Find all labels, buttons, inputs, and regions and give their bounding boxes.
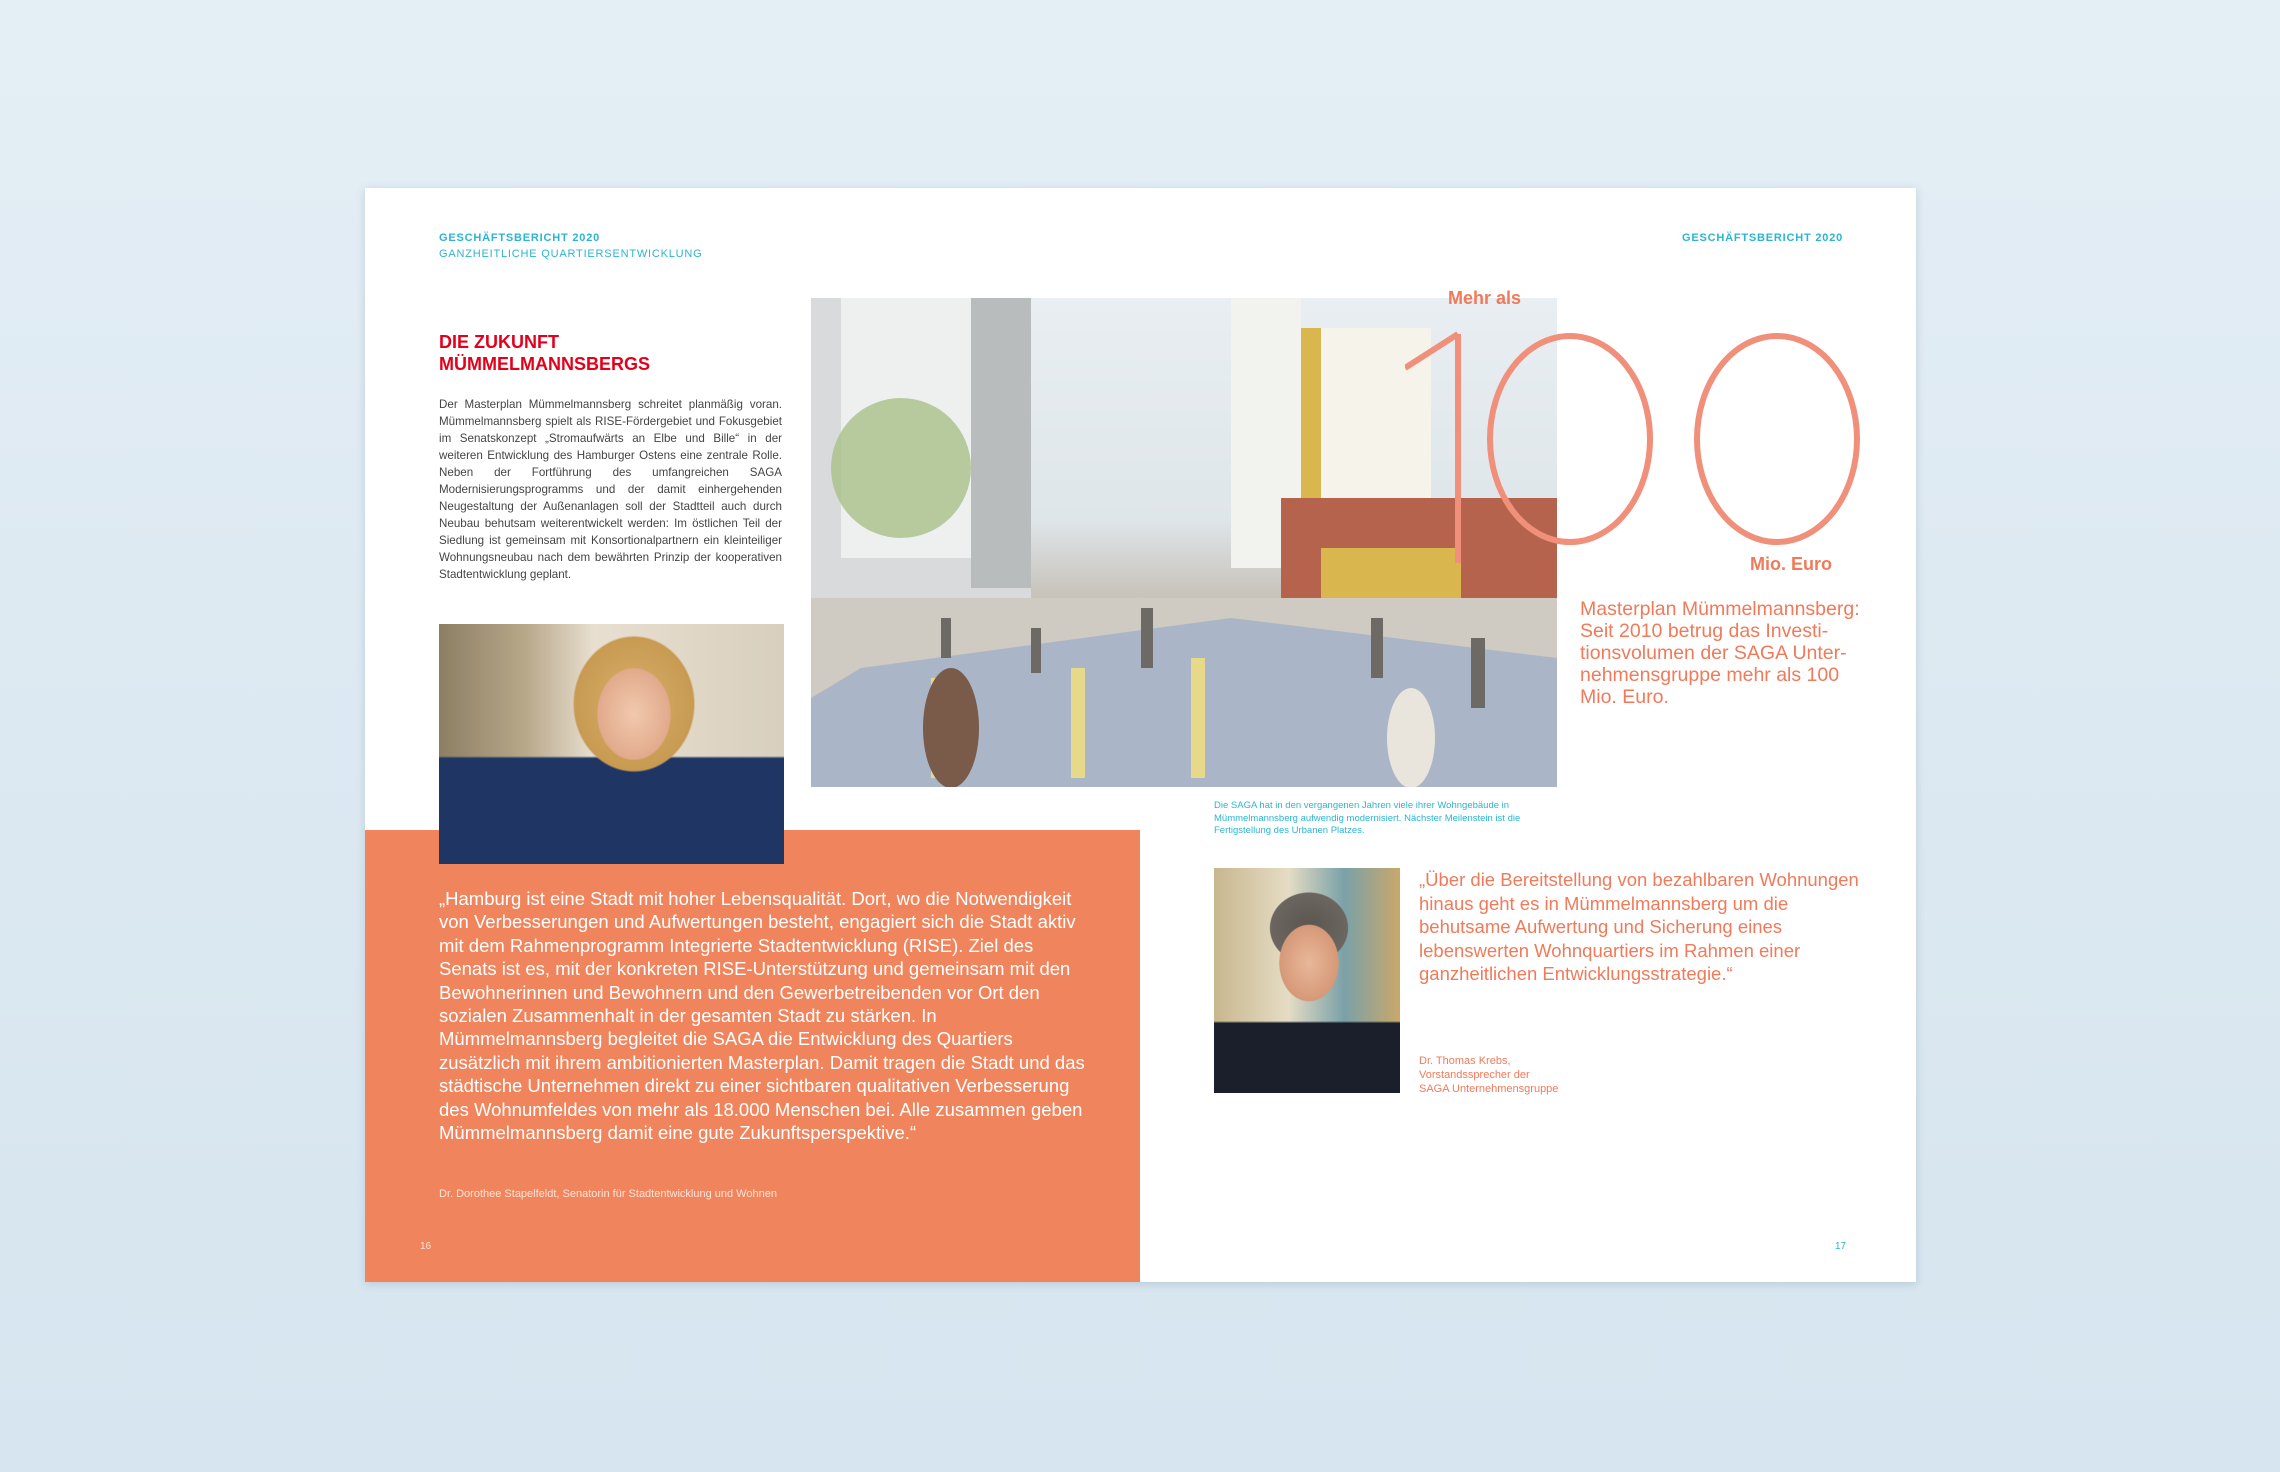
page-title	[439, 331, 759, 375]
image-caption: Die SAGA hat in den vergangenen Jahren viele ihrer Wohngebäude in Mümmelmannsberg aufwendig modernisiert. Nächster Meilenstein ist die Fertigstellung des Urbanen Platzes.	[1214, 800, 1521, 836]
figure-prefix: Mehr als	[1448, 288, 1522, 308]
figure-description: Masterplan Mümmelmannsberg: Seit 2010 betrug das Investitionsvolumen der SAGA Unternehmensgruppe mehr als 100 Mio. Euro.	[1580, 598, 1860, 708]
figure-unit: Mio. Euro	[1750, 554, 1832, 574]
body-text: Der Masterplan Mümmelmannsberg schreitet planmäßig voran. Mümmelmannsberg spielt als RISE-Fördergebiet und Fokusgebiet im Senatskonzept „Stromaufwärts an Elbe und Bille“ in der weiteren Entwicklung des Hamburger Ostens eine zentrale Rolle. Neben der Fortführung des umfangreichen SAGA Modernisierungsprogramms und der damit einhergehenden Neugestaltung der Außenanlagen soll der Stadtteil auch durch Neubau behutsam weiterentwickelt werden: Im östlichen Teil der Siedlung ist gemeinsam mit Konsortionalpartnern ein kleinteiliger Wohnungsneubau nach dem bewährten Prinzip der kooperativen Stadtentwicklung geplant.	[439, 398, 782, 581]
figure-100-outline-digits	[1405, 308, 1665, 588]
quote-attribution-stapelfeldt: Dr. Dorothee Stapelfeldt, Senatorin für Stadtentwicklung und Wohnen	[439, 1188, 777, 1200]
figure-100-second-zero	[1685, 308, 1865, 588]
title-line-2: MÜMMELMANNSBERGS	[439, 354, 650, 374]
page-number-left: 16	[420, 1241, 432, 1252]
portrait-photo-krebs	[1214, 868, 1400, 1093]
quote-krebs: „Über die Bereitstellung von bezahlbaren Wohnungen hinaus geht es in Mümmelmannsberg um die behutsame Aufwertung und Sicherung eines lebenswerten Wohnquartiers im Rahmen einer ganzheitlichen Entwicklungsstrategie.“	[1419, 869, 1859, 984]
attribution-company: SAGA Unternehmensgruppe	[1419, 1083, 1559, 1095]
portrait-photo-stapelfeldt	[439, 624, 784, 864]
quote-attribution-krebs	[1419, 1054, 1558, 1096]
left-header-report: GESCHÄFTSBERICHT 2020	[439, 232, 601, 244]
brochure-spread	[365, 188, 1916, 1282]
quote-stapelfeldt: „Hamburg ist eine Stadt mit hoher Lebensqualität. Dort, wo die Notwendigkeit von Verbesserungen und Aufwertungen besteht, engagiert sich die Stadt aktiv mit dem Rahmenprogramm Integrierte Stadtentwicklung (RISE). Ziel des Senats ist es, mit der konkreten RISE-Unterstützung und gemeinsam mit den Bewohnerinnen und Bewohnern und den Gewerbetreibenden vor Ort den sozialen Zusammenhalt in der gesamten Stadt zu stärken. In Mümmelmannsberg begleitet die SAGA die Entwicklung des Quartiers zusätzlich mit ihrem ambitionierten Masterplan. Damit tragen die Stadt und das städtische Unternehmen direkt zu einer sichtbaren qualitativen Verbesserung des Wohnumfeldes von mehr als 18.000 Menschen bei. Alle zusammen geben Mümmelmannsberg damit eine gute Zukunftsperspektive.“	[439, 888, 1085, 1144]
attribution-name: Dr. Thomas Krebs,	[1419, 1055, 1511, 1067]
page-number-right: 17	[1835, 1241, 1847, 1252]
attribution-role: Vorstandssprecher der	[1419, 1069, 1530, 1081]
left-header-section: GANZHEITLICHE QUARTIERSENTWICKLUNG	[439, 248, 703, 260]
right-header-report: GESCHÄFTSBERICHT 2020	[1682, 232, 1844, 244]
title-line-1: DIE ZUKUNFT	[439, 332, 559, 352]
